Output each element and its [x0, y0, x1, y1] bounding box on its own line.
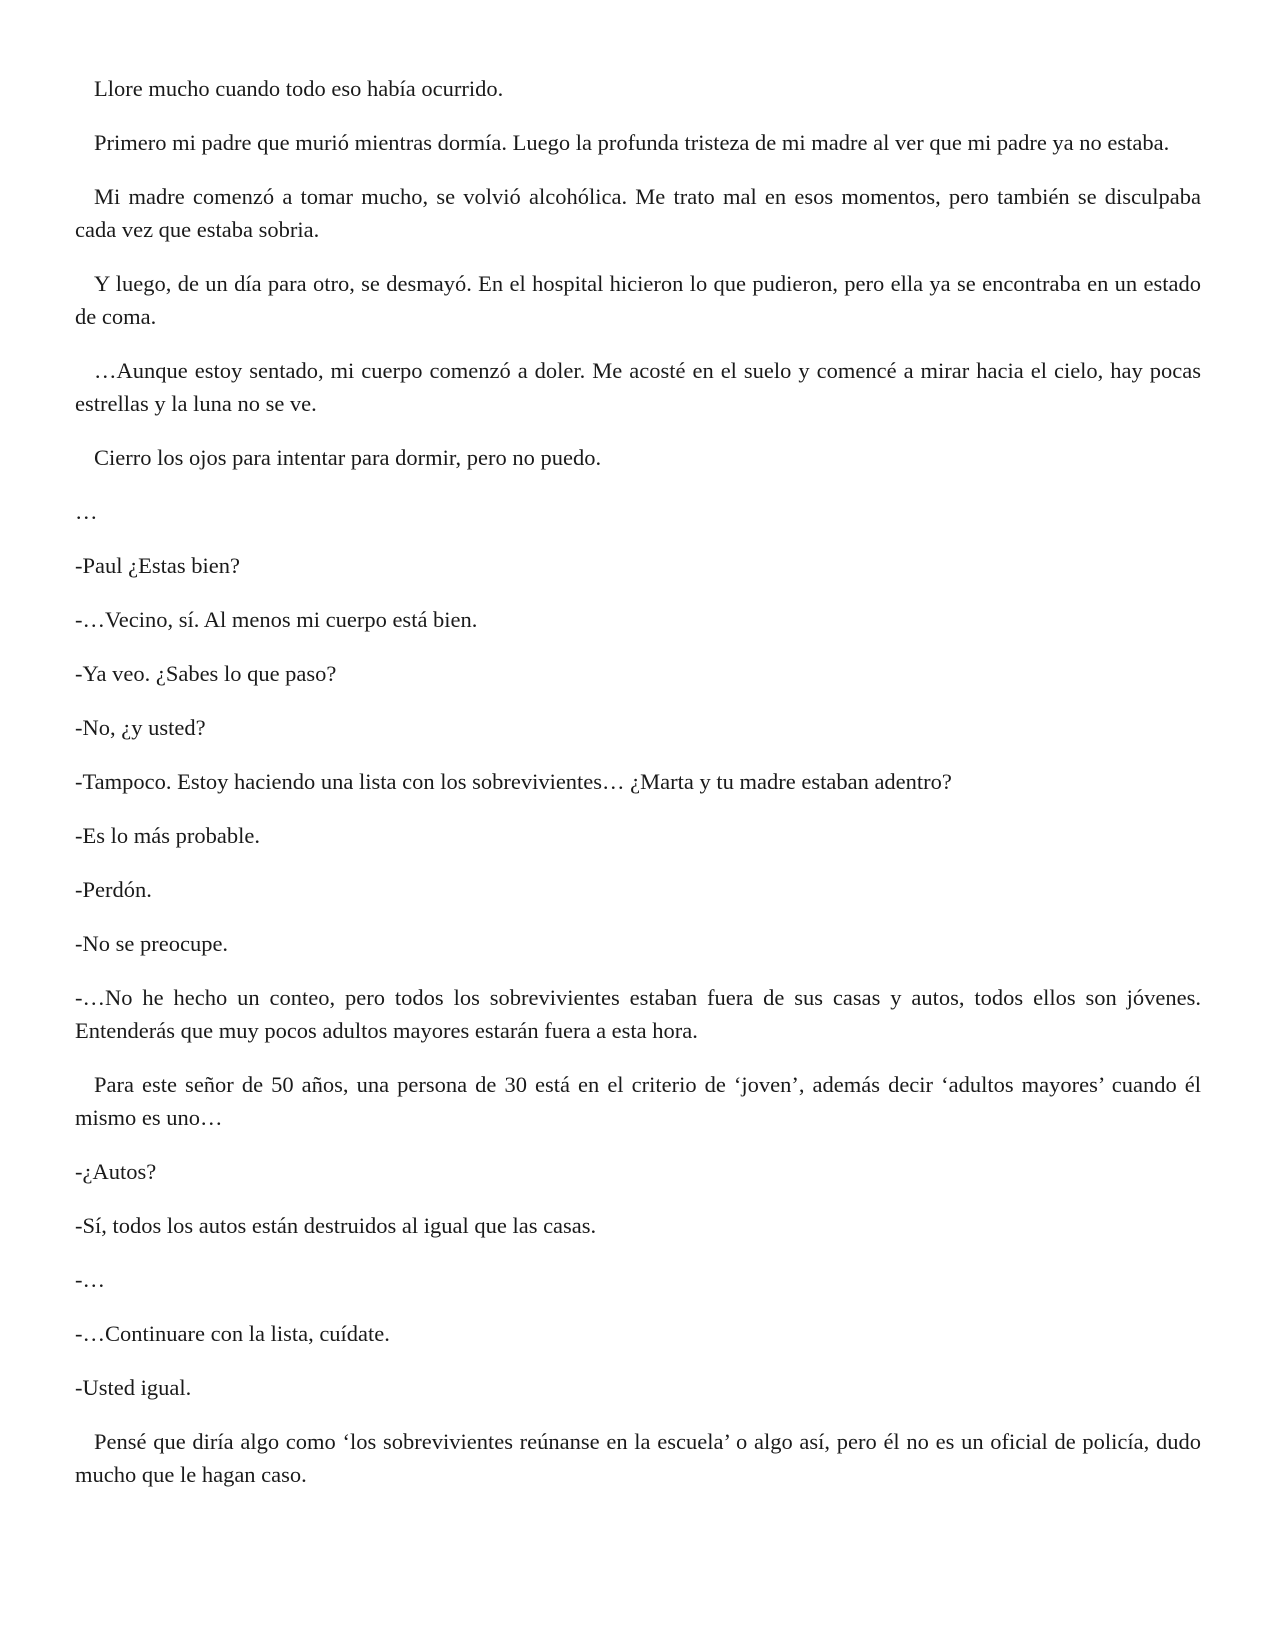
dialogue-line: -No, ¿y usted? — [75, 715, 206, 740]
dialogue-line: -Perdón. — [75, 877, 152, 902]
dialogue-line: -¿Autos? — [75, 1159, 157, 1184]
dialogue-line: -…No he hecho un conteo, pero todos los sobrevivientes estaban fuera de sus casas y autos, todos ellos son jóvenes. Entenderás que muy pocos adultos mayores estarán fuera a esta hora. — [75, 985, 1201, 1043]
narration-paragraph: Mi madre comenzó a tomar mucho, se volvió alcohólica. Me trato mal en esos momentos, pero también se disculpaba cada vez que estaba sobria. — [75, 184, 1201, 242]
narration-paragraph: Cierro los ojos para intentar para dormir, pero no puedo. — [94, 445, 602, 470]
dialogue-line: -No se preocupe. — [75, 931, 229, 956]
narration-paragraph: Primero mi padre que murió mientras dormía. Luego la profunda tristeza de mi madre al ver que mi padre ya no estaba. — [94, 130, 1170, 155]
dialogue-line: -Usted igual. — [75, 1375, 192, 1400]
dialogue-line: -…Continuare con la lista, cuídate. — [75, 1321, 390, 1346]
dialogue-line: -Sí, todos los autos están destruidos al igual que las casas. — [75, 1213, 597, 1238]
narration-paragraph: Pensé que diría algo como ‘los sobrevivientes reúnanse en la escuela’ o algo así, pero él no es un oficial de policía, dudo mucho que le hagan caso. — [75, 1429, 1201, 1487]
dialogue-line: -… — [75, 1267, 105, 1292]
narration-paragraph: Llore mucho cuando todo eso había ocurrido. — [94, 76, 504, 101]
scene-break: … — [75, 499, 98, 524]
narration-paragraph: Y luego, de un día para otro, se desmayó. En el hospital hicieron lo que pudieron, pero ella ya se encontraba en un estado de coma. — [75, 271, 1201, 329]
dialogue-line: -Paul ¿Estas bien? — [75, 553, 240, 578]
narration-paragraph: …Aunque estoy sentado, mi cuerpo comenzó a doler. Me acosté en el suelo y comencé a mirar hacia el cielo, hay pocas estrellas y la luna no se ve. — [75, 358, 1201, 416]
dialogue-line: -Tampoco. Estoy haciendo una lista con los sobrevivientes… ¿Marta y tu madre estaban adentro? — [75, 769, 952, 794]
dialogue-line: -…Vecino, sí. Al menos mi cuerpo está bien. — [75, 607, 478, 632]
narration-paragraph: Para este señor de 50 años, una persona de 30 está en el criterio de ‘joven’, además decir ‘adultos mayores’ cuando él mismo es uno… — [75, 1072, 1201, 1130]
dialogue-line: -Es lo más probable. — [75, 823, 260, 848]
dialogue-line: -Ya veo. ¿Sabes lo que paso? — [75, 661, 337, 686]
body-text — [75, 72, 1201, 1512]
